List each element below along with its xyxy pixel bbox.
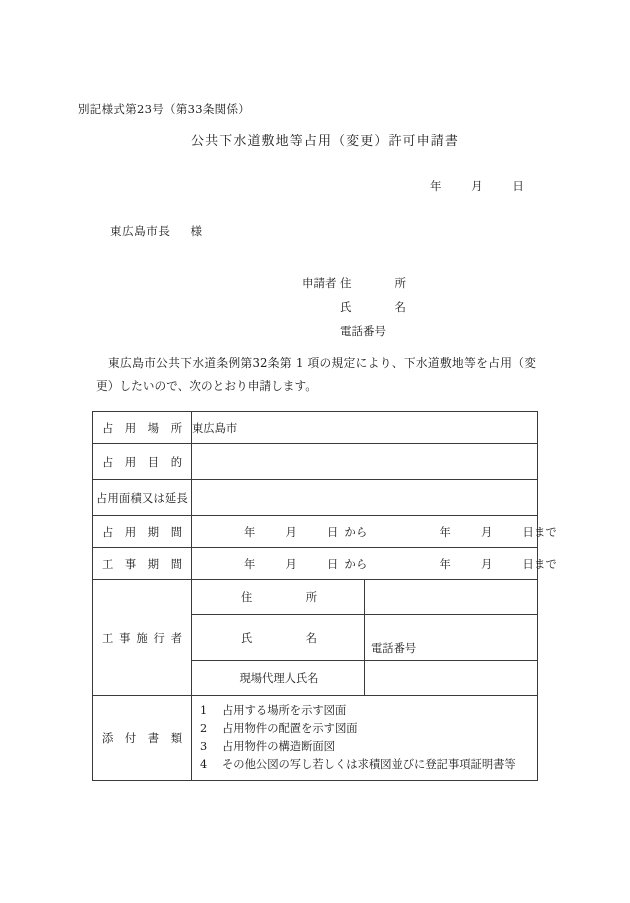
value-construction-period[interactable] [192,548,557,580]
form-number: 別記様式第23号（第33条関係） [78,102,251,116]
value-occupancy-area[interactable] [192,480,538,516]
attachment-number: 3 [200,740,208,753]
attachment-text: 占用する場所を示す図面 [222,704,347,717]
applicant-block [302,271,406,343]
body-paragraph-text: 東広島市公共下水道条例第32条第 1 項の規定により、下水道敷地等を占用（変更）したいので、次のとおり申請します。 [96,356,536,393]
value-contractor-agent[interactable] [365,661,538,696]
label-occupancy-period-text: 占用期間 [102,525,182,539]
label-contractor-address [192,580,365,615]
occupancy-period-day-from: 日 [327,525,339,539]
label-contractor [93,580,192,696]
label-occupancy-period [93,516,192,548]
date-day-label: 日 [512,179,524,193]
body-paragraph [96,352,536,398]
list-item [200,720,537,738]
label-contractor-address-text: 住所 [241,591,317,604]
construction-period-to-word: 日まで [522,557,557,571]
occupancy-period-year-to: 年 [439,525,451,539]
table-row-construction-period [93,548,538,580]
attachment-number: 4 [200,758,208,771]
addressee [110,223,203,239]
label-occupancy-area [93,480,192,516]
date-year-label: 年 [430,179,442,193]
label-contractor-text: 工事施行者 [102,631,182,645]
applicant-name-row [302,295,406,319]
label-attachments [93,696,192,781]
attachment-text: その他公図の写し若しくは求積図並びに登記事項証明書等 [222,758,516,771]
attachment-text: 占用物件の構造断面図 [222,740,335,753]
applicant-phone-row [302,319,406,343]
date-month-label: 月 [471,179,483,193]
table-row-occupancy-period [93,516,538,548]
label-occupancy-purpose-text: 占用目的 [102,455,182,469]
value-occupancy-period[interactable] [192,516,557,548]
table-row-attachments [93,696,538,781]
attachments-list [192,696,537,780]
occupancy-period-month-from: 月 [285,525,297,539]
page-title: 公共下水道敷地等占用（変更）許可申請書 [191,134,459,149]
occupancy-period-month-to: 月 [481,525,493,539]
value-contractor-name[interactable] [365,615,538,661]
table-row-occupancy-area [93,480,538,516]
table-row-contractor-address [93,580,538,615]
applicant-address-row [302,271,406,295]
construction-period-year-from: 年 [244,557,256,571]
value-contractor-address[interactable] [365,580,538,615]
label-occupancy-area-text: 占用面積又は延長 [96,491,188,505]
occupancy-period-year-from: 年 [244,525,256,539]
occupancy-period-date-span [192,524,557,540]
construction-period-month-to: 月 [481,557,493,571]
label-attachments-text: 添付書類 [102,732,182,745]
table-row-occupancy-purpose [93,444,538,480]
label-contractor-name-text: 氏名 [241,631,317,645]
construction-period-month-from: 月 [285,557,297,571]
attachment-text: 占用物件の配置を示す図面 [222,722,358,735]
label-contractor-name [192,615,365,661]
label-occupancy-place-text: 占用場所 [102,421,182,435]
construction-period-date-span [192,556,557,572]
label-construction-period [93,548,192,580]
value-occupancy-purpose[interactable] [192,444,538,480]
application-table [92,411,557,781]
construction-period-year-to: 年 [439,557,451,571]
attachment-number: 1 [200,704,208,717]
label-construction-period-text: 工事期間 [102,557,182,571]
addressee-name: 東広島市長 [110,224,171,238]
list-item [200,756,537,774]
value-attachments [192,696,538,781]
label-contractor-agent-text: 現場代理人氏名 [239,672,319,685]
list-item [200,738,537,756]
label-contractor-phone: 電話番号 [371,641,417,655]
label-contractor-agent [192,661,365,696]
addressee-honorific: 様 [190,224,203,238]
applicant-address-label: 住所 [340,276,406,290]
occupancy-period-from-word: から [344,525,368,539]
table-row-occupancy-place [93,412,538,444]
attachment-number: 2 [200,722,208,735]
applicant-phone-label: 電話番号 [340,324,386,338]
construction-period-day-from: 日 [327,557,339,571]
construction-period-from-word: から [344,557,368,571]
applicant-tag-label: 申請者 [302,276,337,290]
applicant-name-label: 氏名 [340,300,406,314]
list-item [200,702,537,720]
label-occupancy-place [93,412,192,444]
value-occupancy-place[interactable]: 東広島市 [192,412,538,444]
label-occupancy-purpose [93,444,192,480]
occupancy-period-to-word: 日まで [522,525,557,539]
submission-date-line [430,178,524,194]
